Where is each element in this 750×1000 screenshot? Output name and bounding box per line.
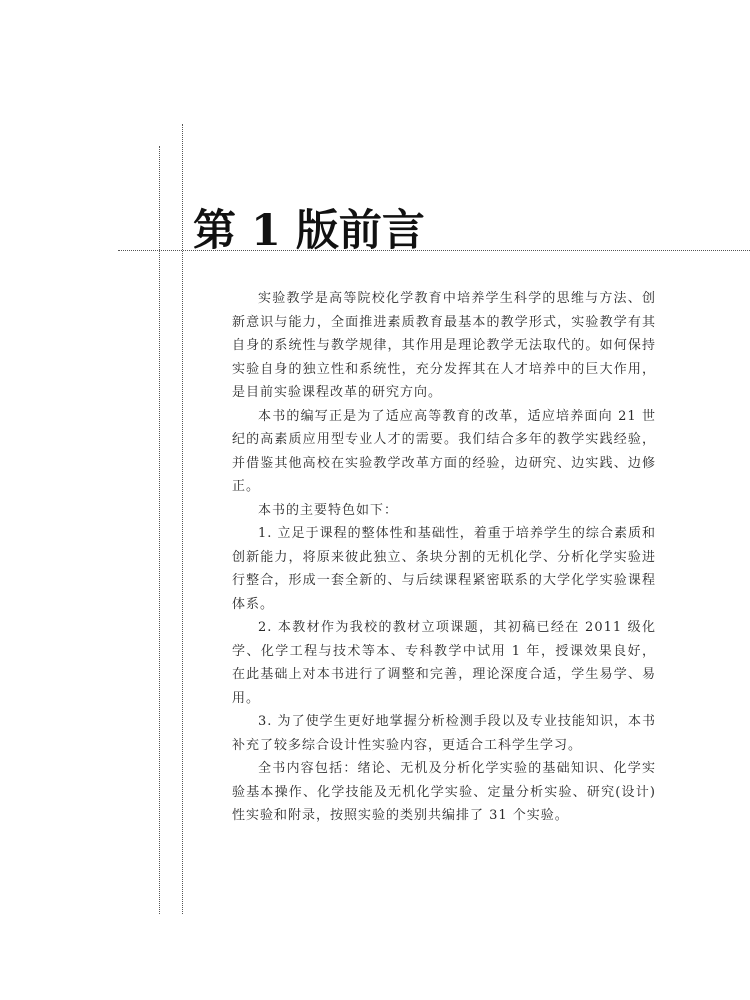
preface-paragraph-5: 2. 本教材作为我校的教材立项课题，其初稿已经在 2011 级化学、化学工程与技术等本、专科教学中试用 1 年，授课效果良好，在此基础上对本书进行了调整和完善，理论深度合适，学生易学、易用。 <box>232 620 656 706</box>
preface-paragraph-7: 全书内容包括：绪论、无机及分析化学实验的基础知识、化学实验基本操作、化学技能及无机化学实验、定量分析实验、研究(设计)性实验和附录，按照实验的类别共编排了 31 个实验。 <box>232 761 656 823</box>
preface-paragraph-1: 实验教学是高等院校化学教育中培养学生科学的思维与方法、创新意识与能力，全面推进素质教育最基本的教学形式，实验教学有其自身的系统性与教学规律，其作用是理论教学无法取代的。如何保持实验自身的独立性和系统性，充分发挥其在人才培养中的巨大作用，是目前实验课程改革的研究方向。 <box>232 291 656 400</box>
preface-body <box>232 287 656 828</box>
preface-paragraph-2: 本书的编写正是为了适应高等教育的改革，适应培养面向 21 世纪的高素质应用型专业人才的需要。我们结合多年的教学实践经验，并借鉴其他高校在实验教学改革方面的经验，边研究、边实践、边修正。 <box>232 408 656 494</box>
page-title: 第 1 版前言 <box>193 205 425 256</box>
preface-paragraph-6: 3. 为了使学生更好地掌握分析检测手段以及专业技能知识，本书补充了较多综合设计性实验内容，更适合工科学生学习。 <box>232 714 656 753</box>
left-dotted-guide-outer <box>159 146 160 914</box>
preface-paragraph-3: 本书的主要特色如下： <box>258 502 399 518</box>
preface-paragraph-4: 1. 立足于课程的整体性和基础性，着重于培养学生的综合素质和创新能力，将原来彼此独立、条块分割的无机化学、分析化学实验进行整合，形成一套全新的、与后续课程紧密联系的大学化学实验课程体系。 <box>232 526 656 612</box>
left-dotted-guide-inner <box>182 124 183 914</box>
